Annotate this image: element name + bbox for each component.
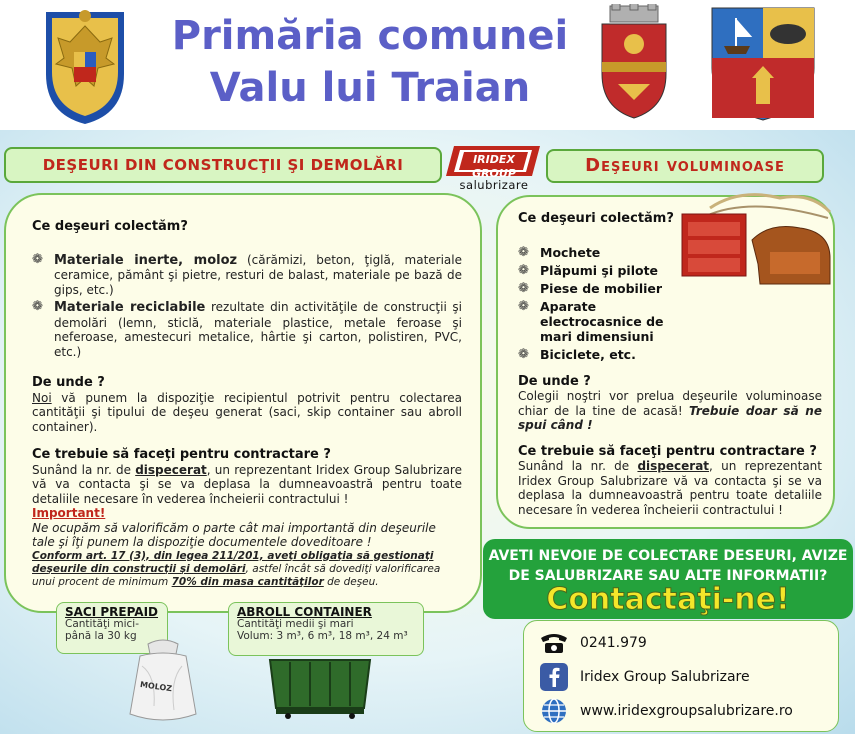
bullet-2-text: rezultate din activităţile de construcţii şi demolări (lemn, sticlă, materiale plastice, metale feroase şi neferoase, amestecuri metalice, hârtie şi carton, polistiren, PVC, etc.) (54, 300, 462, 359)
iridex-brand: IRIDEX GROUP (472, 153, 516, 180)
noi-text: Noi (32, 390, 52, 405)
abroll-container-box (228, 602, 424, 656)
flower-bullet-icon: ❁ (518, 298, 529, 314)
list-item: ❁ Plăpumi şi pilote (518, 262, 659, 278)
left-where-text (32, 391, 462, 435)
page-title (150, 10, 590, 114)
iridex-logo (446, 144, 542, 192)
website-row[interactable] (538, 697, 793, 725)
contact-banner-line-1: AVETI NEVOIE DE COLECTARE DESEURI, AVIZE (488, 548, 848, 564)
contact-banner-line-2: DE SALUBRIZARE SAU ALTE INFORMATII? (508, 568, 828, 584)
list-item: ❁ Biciclete, etc. (518, 346, 636, 362)
bullet-1-text: (cărămizi, beton, ţiglă, materiale ceramice, pământ şi pietre, resturi de balast, materiale pe bază de gips, etc.) (54, 252, 463, 297)
romania-coat-of-arms-icon (42, 4, 128, 126)
list-item: ❁ Aparate electrocasnice de mari dimensiuni (518, 298, 664, 344)
facebook-row[interactable] (538, 663, 750, 691)
rubble-bag-icon (126, 636, 200, 724)
facebook-icon (538, 663, 570, 691)
flower-bullet-icon: ❁ (518, 244, 529, 260)
list-item: ❁ Mochete (518, 244, 601, 260)
website-link[interactable]: www.iridexgroupsalubrizare.ro (580, 703, 793, 719)
phone-number[interactable]: 0241.979 (580, 635, 647, 651)
phone-row[interactable] (538, 629, 647, 657)
abroll-title: ABROLL CONTAINER (237, 605, 372, 619)
list-item (32, 300, 462, 359)
where-rest-text: vă punem la dispoziţie recipientul potrivit pentru colectarea cantităţii şi tipului de deşeu generat (saci, skip container sau abroll container). (32, 390, 462, 434)
right-contract-text: Sunând la nr. de dispecerat, un reprezentant Iridex Group Salubrizare vă va contacta şi se va deplasa la dumneavoastră pentru toate detaliile necesare în vederea încheierii contractului ! (518, 459, 822, 517)
bullet-1-title: Materiale inerte, moloz (54, 252, 238, 268)
left-content (32, 220, 462, 589)
list-item: ❁ Piese de mobilier (518, 280, 663, 296)
bullet-2-title: Materiale reciclabile (54, 300, 206, 315)
globe-icon (538, 697, 570, 725)
flower-bullet-icon: ❁ (32, 251, 43, 267)
flower-bullet-icon: ❁ (518, 262, 529, 278)
list-item (32, 253, 462, 298)
county-crest-icon (710, 6, 816, 122)
commune-crest-icon (598, 4, 670, 122)
contact-us-heading: Contactaţi-ne! (546, 582, 790, 617)
bulky-waste-banner: Deşeuri voluminoase (546, 149, 824, 183)
dumpster-container-icon (266, 654, 374, 720)
flower-bullet-icon: ❁ (518, 280, 529, 296)
right-question-where: De unde ? (518, 373, 591, 389)
bulky-items-list (518, 245, 822, 362)
prepaid-bags-line-2: până la 30 kg (65, 630, 137, 642)
right-where-text: Colegii noştri vor prelua deşeurile voluminoase chiar de la tine de acasă! Trebuie doar să ne spui când ! (518, 389, 822, 432)
left-contract-text: Sunând la nr. de dispecerat, un reprezentant Iridex Group Salubrizare vă va contacta şi se va deplasa la dumneavoastră pentru toate detaliile necesare în vederea încheierii contractului ! (32, 462, 462, 506)
abroll-line-1: Cantităţi medii şi mari (237, 618, 354, 630)
important-text: Ne ocupăm să valorificăm o parte cât mai importantă din deşeurile tale şi îţi punem la dispoziţie documentele doveditoare ! (32, 520, 436, 549)
prepaid-bags-title: SACI PREPAID (65, 605, 159, 619)
contact-info-box (523, 620, 839, 732)
iridex-sub: salubrizare (459, 178, 529, 192)
left-question-what: Ce deşeuri colectăm? (32, 219, 188, 234)
title-line-2: Valu lui Traian (209, 65, 531, 111)
flower-bullet-icon: ❁ (518, 346, 529, 362)
flower-bullet-icon: ❁ (32, 299, 43, 314)
bag-label: MOLOZ (139, 679, 173, 694)
law-text: Conform art. 17 (3), din legea 211/201, aveţi obligaţia să gestionaţi deşeurile din construcţii şi demolări, astfel încât să dovediţi valorificarea unui procent de minimum 70% din masa cantităţilor de deşeu. (32, 549, 441, 588)
right-content (518, 212, 822, 517)
right-question-contract: Ce trebuie să faceţi pentru contractare ? (518, 443, 817, 459)
right-question-what: Ce deşeuri colectăm? (518, 211, 674, 226)
important-label: Important! (32, 506, 106, 520)
dispecerat-text: dispecerat (135, 462, 207, 477)
title-line-1: Primăria comunei (171, 13, 569, 59)
prepaid-bags-line-1: Cantităţi mici- (65, 618, 140, 630)
left-question-where: De unde ? (32, 375, 105, 390)
page-header (0, 0, 855, 130)
abroll-line-2: Volum: 3 m³, 6 m³, 18 m³, 24 m³ (237, 630, 408, 642)
construction-waste-banner: DEŞEURI DIN CONSTRUCŢII ŞI DEMOLĂRI (4, 147, 442, 183)
phone-icon (538, 629, 570, 657)
facebook-page-link[interactable]: Iridex Group Salubrizare (580, 669, 750, 685)
left-question-contract: Ce trebuie să faceţi pentru contractare ? (32, 447, 331, 462)
